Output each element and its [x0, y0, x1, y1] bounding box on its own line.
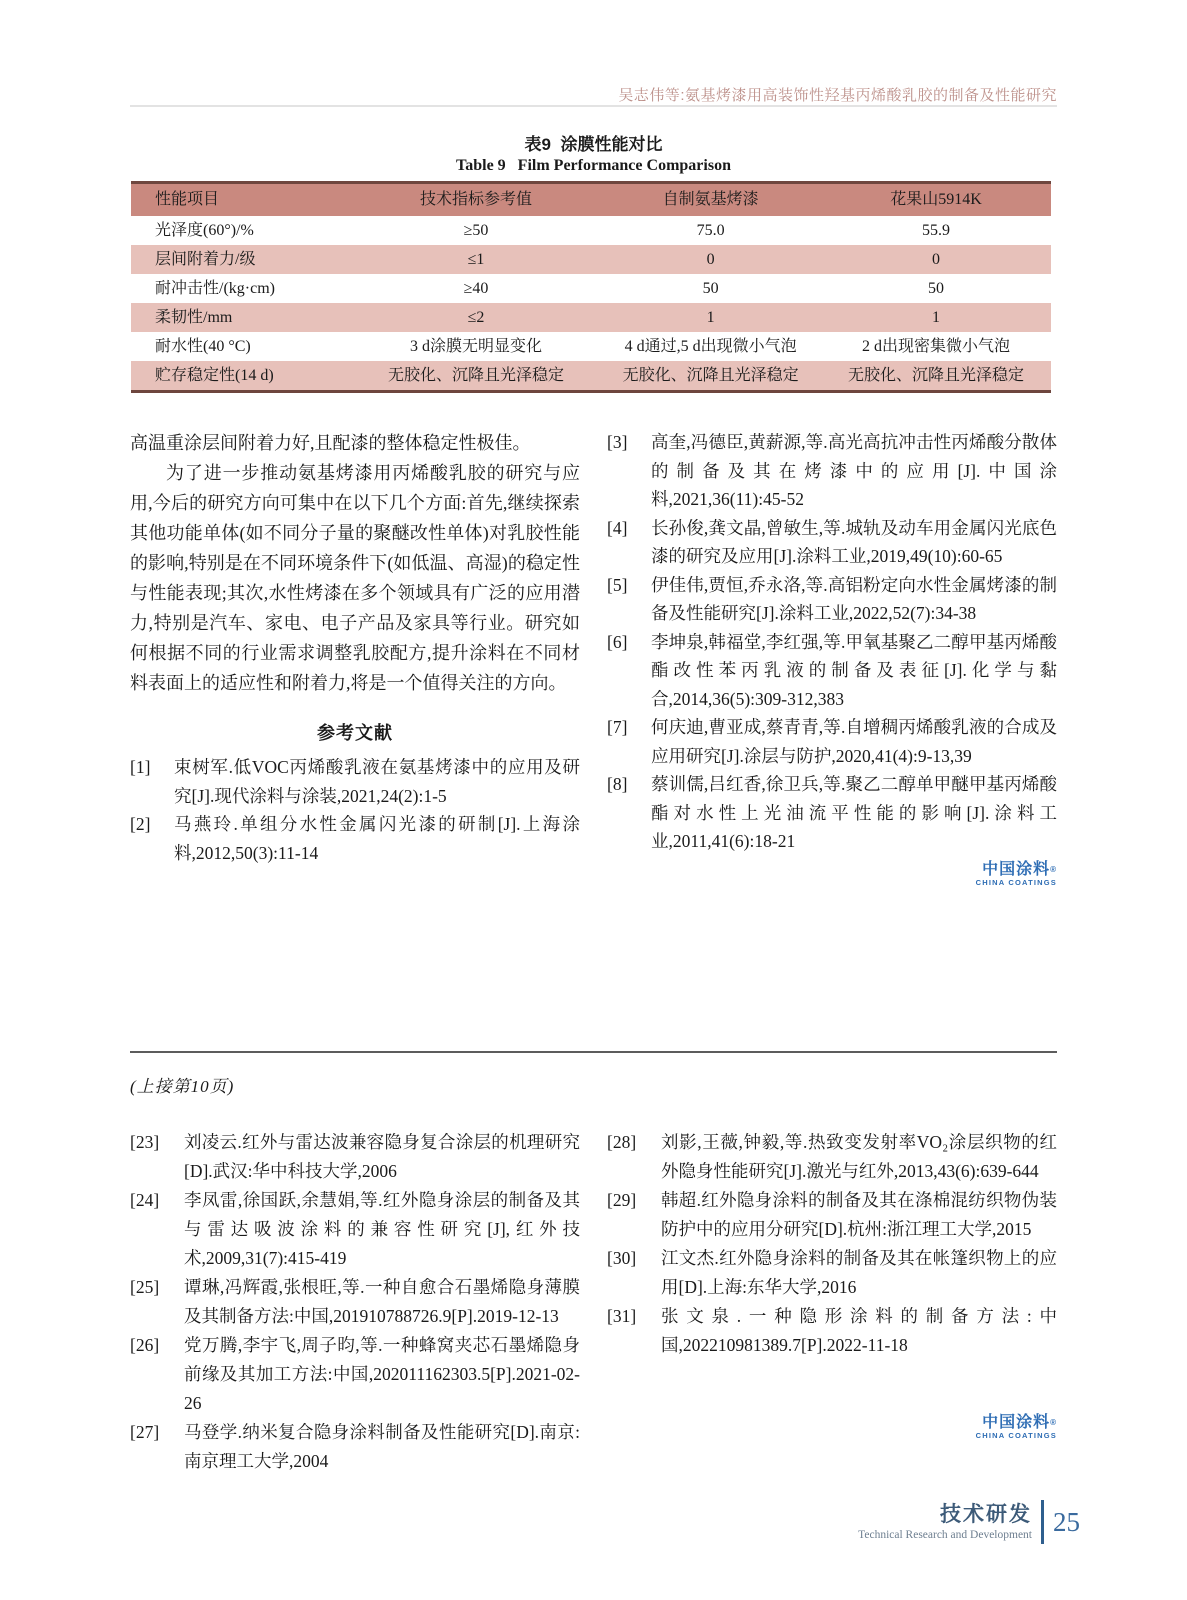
- reference-number: [7]: [607, 717, 628, 737]
- table-cell: 1: [931, 308, 940, 326]
- reference-number: [23]: [130, 1132, 160, 1152]
- table-cell: 1: [706, 308, 715, 326]
- reference-item: [607, 514, 1057, 571]
- table-row: [131, 332, 1051, 361]
- footer-page-number: 25: [1053, 1506, 1080, 1537]
- table-cell: 柔韧性/mm: [155, 308, 233, 326]
- reference-number: [31]: [607, 1306, 637, 1326]
- table-cell: 层间附着力/级: [155, 250, 256, 268]
- section-divider: [130, 1051, 1057, 1053]
- reference-number: [6]: [607, 631, 628, 652]
- reference-text: 高奎,冯德臣,黄薪源,等.高光高抗冲击性丙烯酸分散体的制备及其在烤漆中的应用[J].中国涂料,2021,36(11):45-52: [651, 432, 1057, 509]
- registered-mark: ®: [1050, 1418, 1057, 1427]
- reference-item: [130, 1273, 580, 1331]
- table-cell: 55.9: [921, 221, 950, 239]
- table-title-english: Table 9 Film Performance Comparison: [456, 157, 731, 174]
- body-paragraph: 高温重涂层间附着力好,且配漆的整体稳定性极佳。: [130, 433, 531, 453]
- table-row: [131, 361, 1051, 392]
- reference-item: [130, 753, 580, 810]
- footer-section-label: [858, 1502, 1032, 1543]
- table-cell: 75.0: [696, 221, 725, 239]
- reference-text: 何庆迪,曹亚成,蔡青青,等.自增稠丙烯酸乳液的合成及应用研究[J].涂层与防护,2020,41(4):9-13,39: [651, 717, 1057, 766]
- reference-text: 李凤雷,徐国跃,余慧娟,等.红外隐身涂层的制备及其与雷达吸波涂料的兼容性研究[J],红外技术,2009,31(7):415-419: [184, 1190, 580, 1268]
- reference-item: [130, 1128, 580, 1186]
- table-cell: 耐水性(40 °C): [155, 337, 251, 355]
- reference-text: 伊佳伟,贾恒,乔永洛,等.高铝粉定向水性金属烤漆的制备及性能研究[J].涂料工业,2022,52(7):34-38: [651, 574, 1057, 623]
- reference-number: [26]: [130, 1335, 160, 1355]
- reference-item: [130, 1331, 580, 1418]
- table-title-chinese: 表9 涂膜性能对比: [524, 135, 663, 154]
- left-column-continued: [130, 1128, 580, 1476]
- reference-item: [607, 1128, 1057, 1186]
- table-cell: 无胶化、沉降且光泽稳定: [847, 366, 1024, 384]
- reference-item: [607, 428, 1057, 514]
- footer-divider-bar: [1041, 1500, 1044, 1544]
- table-cell: ≤2: [467, 308, 485, 326]
- registered-mark: ®: [1050, 864, 1057, 874]
- table-row: [131, 303, 1051, 332]
- reference-item: [607, 770, 1057, 856]
- reference-text: 刘影,王薇,钟毅,等.热致变发射率VO₂涂层织物的红外隐身性能研究[J].激光与红外,2013,43(6):639-644: [661, 1132, 1057, 1181]
- film-performance-table: [131, 181, 1051, 393]
- table-cell: ≥40: [463, 279, 489, 297]
- references-list-left-continued: [130, 1128, 580, 1476]
- reference-text: 马登学.纳米复合隐身涂料制备及性能研究[D].南京:南京理工大学,2004: [184, 1422, 580, 1471]
- reference-item: [130, 1186, 580, 1273]
- reference-text: 刘凌云.红外与雷达波兼容隐身复合涂层的机理研究[D].武汉:华中科技大学,2006: [184, 1132, 580, 1181]
- table-cell: 无胶化、沉降且光泽稳定: [622, 366, 799, 384]
- table-cell: 无胶化、沉降且光泽稳定: [387, 366, 564, 384]
- reference-text: 长孙俊,龚文晶,曾敏生,等.城轨及动车用金属闪光底色漆的研究及应用[J].涂料工业,2019,49(10):60-65: [651, 517, 1057, 566]
- continuation-columns: [130, 1128, 1057, 1476]
- table-row: [131, 245, 1051, 274]
- right-column: [607, 428, 1057, 887]
- china-coatings-logo-en: CHINA COATINGS: [975, 1431, 1057, 1440]
- footer-section-title: 技术研发: [940, 1502, 1032, 1526]
- body-paragraph: 为了进一步推动氨基烤漆用丙烯酸乳胶的研究与应用,今后的研究方向可集中在以下几个方面:首先,继续探索其他功能单体(如不同分子量的聚醚改性单体)对乳胶性能的影响,特别是在不同环境条件下(如低温、高湿)的稳定性与性能表现;其次,水性烤漆在多个领域具有广泛的应用潜力,特别是汽车、家电、电子产品及家具等行业。研究如何根据不同的行业需求调整乳胶配方,提升涂料在不同材料表面上的适应性和附着力,将是一个值得关注的方向。: [130, 463, 580, 693]
- table-cell: 贮存稳定性(14 d): [155, 366, 274, 384]
- table-cell: ≥50: [463, 221, 489, 239]
- reference-number: [5]: [607, 574, 628, 595]
- reference-number: [2]: [130, 814, 151, 834]
- reference-text: 张文泉.一种隐形涂料的制备方法:中国,202210981389.7[P].2022-11-18: [661, 1306, 1057, 1355]
- reference-number: [8]: [607, 774, 628, 794]
- reference-number: [25]: [130, 1277, 160, 1297]
- reference-text: 韩超.红外隐身涂料的制备及其在涤棉混纺织物伪装防护中的应用分研究[D].杭州:浙江理工大学,2015: [661, 1190, 1057, 1239]
- reference-number: [27]: [130, 1422, 160, 1442]
- reference-text: 马燕玲.单组分水性金属闪光漆的研制[J].上海涂料,2012,50(3):11-14: [174, 814, 580, 863]
- table-header-cell: 花果山5914K: [821, 183, 1051, 217]
- reference-text: 江文杰.红外隐身涂料的制备及其在帐篷织物上的应用[D].上海:东华大学,2016: [661, 1248, 1057, 1297]
- reference-item: [607, 1302, 1057, 1360]
- reference-number: [24]: [130, 1190, 160, 1210]
- reference-number: [29]: [607, 1190, 637, 1210]
- table-cell: 4 d通过,5 d出现微小气泡: [624, 337, 797, 355]
- reference-number: [3]: [607, 432, 628, 452]
- reference-number: [4]: [607, 517, 628, 538]
- table-header-row: [131, 183, 1051, 217]
- table-header-cell: 自制氨基烤漆: [600, 183, 821, 217]
- china-coatings-logo-cn: 中国涂料®: [982, 860, 1057, 878]
- footer-section-subtitle: Technical Research and Development: [858, 1528, 1032, 1541]
- reference-number: [1]: [130, 757, 151, 777]
- references-list-right-continued: [607, 1128, 1057, 1360]
- reference-text: 谭琳,冯辉霞,张根旺,等.一种自愈合石墨烯隐身薄膜及其制备方法:中国,201910788726.9[P].2019-12-13: [184, 1277, 580, 1326]
- header-rule: [130, 105, 1057, 107]
- china-coatings-logo-en: CHINA COATINGS: [975, 877, 1057, 887]
- reference-text: 李坤泉,韩福堂,李红强,等.甲氧基聚乙二醇甲基丙烯酸酯改性苯丙乳液的制备及表征[J].化学与黏合,2014,36(5):309-312,383: [651, 631, 1057, 709]
- references-list-right: [607, 428, 1057, 856]
- table-header-cell: 技术指标参考值: [352, 183, 600, 217]
- reference-item: [607, 1244, 1057, 1302]
- reference-item: [130, 1418, 580, 1476]
- table-body: [131, 216, 1051, 392]
- table-cell: 50: [702, 279, 719, 297]
- reference-item: [607, 1186, 1057, 1244]
- continuation-note: (上接第10页): [130, 1077, 235, 1096]
- table-cell: ≤1: [467, 250, 485, 268]
- running-head: 吴志伟等:氨基烤漆用高装饰性羟基丙烯酸乳胶的制备及性能研究: [618, 87, 1057, 104]
- table-row: [131, 274, 1051, 303]
- reference-number: [30]: [607, 1248, 637, 1268]
- table-row: [131, 216, 1051, 245]
- table-header-cell: 性能项目: [131, 183, 352, 217]
- china-coatings-logo: [607, 1415, 1057, 1440]
- reference-item: [607, 628, 1057, 714]
- reference-number: [28]: [607, 1132, 637, 1152]
- reference-item: [130, 810, 580, 867]
- reference-text: 束树军.低VOC丙烯酸乳液在氨基烤漆中的应用及研究[J].现代涂料与涂装,2021,24(2):1-5: [174, 757, 580, 806]
- right-column-continued: [607, 1128, 1057, 1476]
- china-coatings-logo: [607, 862, 1057, 887]
- references-heading: 参考文献: [317, 723, 393, 743]
- reference-text: 党万腾,李宇飞,周子昀,等.一种蜂窝夹芯石墨烯隐身前缘及其加工方法:中国,202011162303.5[P].2021-02-26: [184, 1335, 580, 1413]
- reference-item: [607, 713, 1057, 770]
- table-cell: 耐冲击性/(kg·cm): [155, 279, 275, 297]
- reference-text: 蔡训儒,吕红香,徐卫兵,等.聚乙二醇单甲醚甲基丙烯酸酯对水性上光油流平性能的影响[J].涂料工业,2011,41(6):18-21: [651, 774, 1057, 851]
- page-footer: [858, 1500, 1080, 1544]
- table-cell: 3 d涂膜无明显变化: [409, 337, 542, 355]
- table-cell: 光泽度(60°)/%: [155, 221, 254, 239]
- left-column: [130, 428, 580, 887]
- table-cell: 2 d出现密集微小气泡: [861, 337, 1010, 355]
- main-columns: [130, 428, 1057, 887]
- reference-item: [607, 571, 1057, 628]
- table-cell: 0: [706, 250, 715, 268]
- china-coatings-logo-cn: 中国涂料®: [982, 1414, 1057, 1431]
- table-cell: 0: [931, 250, 940, 268]
- references-list-left: [130, 753, 580, 867]
- table-header-row: [131, 183, 1051, 217]
- table-cell: 50: [927, 279, 944, 297]
